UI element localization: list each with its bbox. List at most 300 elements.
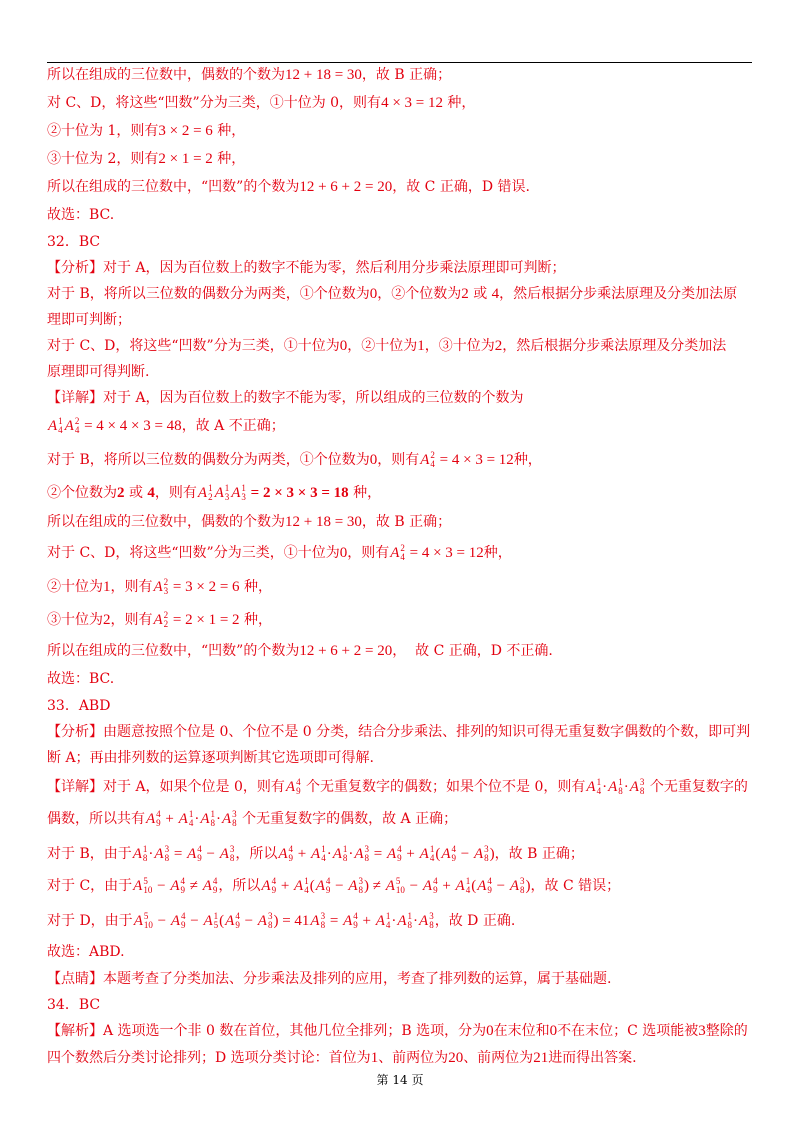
text-line <box>47 967 757 991</box>
permutation-symbol <box>311 842 326 866</box>
text-line <box>47 481 757 505</box>
permutation-subscript: 8 <box>164 853 170 863</box>
permutation-symbol <box>179 807 194 831</box>
line-text: ，故 D 正确. <box>434 913 516 929</box>
permutation-subscript: 3 <box>224 492 230 502</box>
line-text: 种， <box>442 95 476 111</box>
permutation-letter: A <box>310 913 320 929</box>
math-expression: 0 <box>369 452 378 468</box>
permutation-indices <box>433 877 438 895</box>
permutation-letter: A <box>219 846 229 862</box>
math-expression: 0 <box>339 338 348 354</box>
line-text: 【点睛】本题考查了分类加法、分步乘法及排列的应用，考查了排列数的运算，属于基础题. <box>47 971 612 987</box>
permutation-superscript: 3 <box>267 911 273 921</box>
permutation-indices <box>241 484 246 502</box>
permutation-letter: A <box>629 779 639 795</box>
permutation-indices <box>272 877 277 895</box>
math-expression: · <box>148 846 154 862</box>
permutation-letter: A <box>202 878 212 894</box>
permutation-superscript: 3 <box>164 844 170 854</box>
permutation-symbol <box>203 874 218 898</box>
permutation-indices <box>235 912 240 930</box>
permutation-indices <box>210 810 215 828</box>
permutation-indices <box>58 417 63 435</box>
line-text: 对于 B，将所以三位数的偶数分为两类，①个位数为 <box>47 286 370 302</box>
permutation-indices <box>321 845 326 863</box>
math-expression: − <box>186 913 203 929</box>
math-expression: = 2 × 1 = 2 <box>169 612 240 628</box>
line-text: ，则有 <box>347 545 390 561</box>
line-text: ，所以 <box>218 878 261 894</box>
permutation-symbol <box>630 775 645 799</box>
permutation-superscript: 1 <box>618 777 623 787</box>
permutation-superscript: 4 <box>235 911 240 921</box>
permutation-letter: A <box>332 846 342 862</box>
math-expression: 12 + 18 = 30 <box>285 67 362 83</box>
text-line <box>47 1046 757 1070</box>
permutation-symbol <box>222 807 237 831</box>
math-expression: · <box>623 779 629 795</box>
permutation-symbol <box>258 909 273 933</box>
permutation-subscript: 8 <box>358 885 364 895</box>
permutation-symbol <box>477 874 492 898</box>
permutation-symbol <box>187 842 202 866</box>
permutation-symbol <box>419 909 434 933</box>
permutation-indices <box>213 877 218 895</box>
permutation-subscript: 9 <box>180 885 185 895</box>
permutation-indices <box>343 845 348 863</box>
permutation-indices <box>321 912 326 930</box>
permutation-subscript: 9 <box>487 885 492 895</box>
permutation-letter: A <box>422 878 433 894</box>
permutation-subscript: 9 <box>451 853 456 863</box>
permutation-superscript: 2 <box>74 416 80 426</box>
permutation-letter: A <box>608 779 618 795</box>
permutation-symbol <box>608 775 623 799</box>
question-number <box>47 230 757 254</box>
line-text: 断 A；再由排列数的运算逐项判断其它选项即可得解. <box>47 750 375 766</box>
math-expression: 0 <box>549 1023 558 1039</box>
permutation-subscript: 10 <box>143 885 153 895</box>
permutation-symbol <box>348 874 363 898</box>
permutation-indices <box>618 778 623 796</box>
permutation-superscript: 1 <box>596 777 602 787</box>
permutation-symbol <box>215 481 230 505</box>
permutation-superscript: 3 <box>358 876 364 886</box>
text-line <box>47 448 757 472</box>
text-line <box>47 175 757 199</box>
permutation-superscript: 5 <box>395 876 401 886</box>
permutation-symbol <box>154 842 169 866</box>
permutation-indices <box>430 451 435 469</box>
permutation-superscript: 1 <box>429 844 435 854</box>
permutation-symbol <box>397 909 412 933</box>
text-line <box>47 91 757 115</box>
line-text: ，所以 <box>235 846 278 862</box>
math-expression: 20 <box>448 1050 464 1066</box>
permutation-letter: A <box>343 913 353 929</box>
permutation-letter: A <box>385 878 395 894</box>
permutation-symbol <box>456 874 471 898</box>
line-text: ②个位数为 <box>47 485 117 501</box>
permutation-subscript: 10 <box>143 920 153 930</box>
permutation-indices <box>143 877 152 895</box>
permutation-indices <box>289 845 294 863</box>
permutation-letter: A <box>473 846 484 862</box>
permutation-indices <box>208 484 213 502</box>
math-expression: 21 <box>533 1050 549 1066</box>
permutation-letter: A <box>187 846 197 862</box>
math-expression: + <box>161 811 178 827</box>
permutation-superscript: 4 <box>397 844 402 854</box>
permutation-symbol <box>386 874 405 898</box>
permutation-symbol <box>294 874 309 898</box>
permutation-symbol <box>376 909 391 933</box>
permutation-superscript: 3 <box>229 844 235 854</box>
line-text: 不在末位；C 选项能被 <box>557 1023 699 1039</box>
line-text: 原理即可得判断. <box>47 364 150 380</box>
permutation-superscript: 4 <box>325 876 331 886</box>
math-expression: − <box>405 878 422 894</box>
math-expression: ) ≠ <box>364 878 385 894</box>
permutation-symbol <box>154 608 169 632</box>
permutation-symbol <box>48 414 63 438</box>
permutation-subscript: 4 <box>304 885 309 895</box>
text-line <box>47 608 757 632</box>
permutation-indices <box>180 877 185 895</box>
permutation-superscript: 1 <box>224 483 230 493</box>
permutation-superscript: 5 <box>143 911 149 921</box>
permutation-superscript: 4 <box>288 844 294 854</box>
permutation-letter: A <box>48 418 58 434</box>
permutation-subscript: 9 <box>181 920 186 930</box>
text-line <box>47 746 757 770</box>
permutation-superscript: 3 <box>484 844 489 854</box>
permutation-subscript: 3 <box>241 492 246 502</box>
line-text: ，则有 <box>154 485 197 501</box>
permutation-symbol <box>420 448 435 472</box>
permutation-letter: A <box>133 913 143 929</box>
line-text: ，②十位为 <box>347 338 418 354</box>
permutation-letter: A <box>133 878 143 894</box>
permutation-letter: A <box>285 779 296 795</box>
line-text: 【解析】A 选项选一个非 0 数在首位，其他几位全排列；B 选项，分为 <box>47 1023 487 1039</box>
permutation-letter: A <box>257 913 267 929</box>
permutation-subscript: 8 <box>229 853 235 863</box>
permutation-superscript: 4 <box>296 777 301 787</box>
permutation-symbol <box>586 775 601 799</box>
line-text: ③十位为 <box>47 612 103 628</box>
math-expression: = <box>170 846 187 862</box>
line-text: 四个数然后分类讨论排列；D 选项分类讨论：首位为 <box>47 1050 371 1066</box>
permutation-subscript: 9 <box>288 853 294 863</box>
text-line <box>47 510 757 534</box>
line-text: 种， <box>513 452 542 468</box>
permutation-indices <box>214 912 219 930</box>
permutation-indices <box>197 845 202 863</box>
permutation-superscript: 3 <box>639 777 645 787</box>
permutation-indices <box>396 877 405 895</box>
permutation-letter: A <box>261 878 271 894</box>
permutation-symbol <box>423 874 438 898</box>
line-text: 种， <box>212 151 246 167</box>
permutation-symbol <box>441 842 456 866</box>
math-expression: = <box>370 846 386 862</box>
permutation-superscript: 3 <box>232 809 237 819</box>
line-text: 、前两位为 <box>378 1050 449 1066</box>
line-text: 对 C、D，将这些“凹数”分为三类，①十位为 0，则有 <box>47 95 382 111</box>
permutation-symbol <box>510 874 525 898</box>
permutation-symbol <box>231 481 246 505</box>
math-expression: − <box>202 846 219 862</box>
permutation-indices <box>326 877 331 895</box>
permutation-symbol <box>278 842 293 866</box>
line-text: 对于 B，由于 <box>47 846 132 862</box>
permutation-letter: A <box>390 545 400 561</box>
math-expression: 0 <box>339 545 348 561</box>
permutation-superscript: 4 <box>353 911 358 921</box>
permutation-indices <box>429 912 434 930</box>
permutation-letter: A <box>154 846 164 862</box>
permutation-symbol <box>170 874 185 898</box>
line-text: 偶数，所以共有 <box>47 811 145 827</box>
permutation-indices <box>156 810 161 828</box>
permutation-superscript: 1 <box>385 911 391 921</box>
line-text: 【分析】由题意按照个位是 0、个位不是 0 分类，结合分步乘法、排列的知识可得无重复数字偶数的个数，即可判 <box>47 724 751 740</box>
math-expression: − <box>153 878 170 894</box>
line-text: 故选：BC. <box>47 671 115 687</box>
math-expression: · <box>413 913 419 929</box>
math-expression: · <box>215 811 221 827</box>
permutation-superscript: 2 <box>163 577 169 587</box>
permutation-symbol <box>154 575 169 599</box>
permutation-indices <box>181 912 186 930</box>
math-expression: · <box>391 913 397 929</box>
permutation-letter: A <box>170 913 180 929</box>
permutation-superscript: 1 <box>241 483 246 493</box>
permutation-letter: A <box>214 485 224 501</box>
math-expression: 2 × 1 = 2 <box>158 151 213 167</box>
text-line <box>47 940 757 964</box>
line-text: ，故 C 正确，D 错误. <box>392 179 530 195</box>
permutation-indices <box>397 845 402 863</box>
line-text: ，然后根据分步乘法原理及分类加法 <box>502 338 727 354</box>
line-text: 、前两位为 <box>463 1050 534 1066</box>
math-expression: ) <box>525 878 531 894</box>
permutation-symbol <box>198 481 213 505</box>
permutation-letter: A <box>294 878 304 894</box>
permutation-superscript: 4 <box>487 876 492 886</box>
permutation-indices <box>144 912 153 930</box>
permutation-symbol <box>220 842 235 866</box>
permutation-symbol <box>171 909 186 933</box>
math-expression: ) <box>489 846 495 862</box>
permutation-indices <box>164 578 169 596</box>
text-line <box>47 667 757 691</box>
permutation-letter: A <box>509 878 520 894</box>
permutation-letter: A <box>221 811 232 827</box>
permutation-indices <box>400 544 405 562</box>
permutation-subscript: 4 <box>188 818 194 828</box>
permutation-subscript: 8 <box>639 786 645 796</box>
line-text: 所以在组成的三位数中，“凹数”的个数为 <box>47 643 300 659</box>
text-line <box>47 909 757 933</box>
math-expression: 2 <box>494 338 503 354</box>
text-line <box>47 308 757 332</box>
math-expression: 12 + 6 + 2 = 20 <box>299 179 393 195</box>
line-text: ，故 B 正确； <box>494 846 584 862</box>
permutation-subscript: 8 <box>267 920 273 930</box>
text-line <box>47 147 757 171</box>
permutation-superscript: 4 <box>433 876 438 886</box>
question-number <box>47 694 757 718</box>
line-text: 个无重复数字的偶数，故 A 正确； <box>237 811 458 827</box>
permutation-superscript: 4 <box>181 911 186 921</box>
permutation-subscript: 10 <box>395 885 405 895</box>
permutation-subscript: 8 <box>342 853 348 863</box>
permutation-letter: A <box>197 485 208 501</box>
line-text: 理即可判断； <box>47 312 131 328</box>
permutation-subscript: 4 <box>596 786 602 796</box>
permutation-indices <box>75 417 80 435</box>
permutation-superscript: 3 <box>429 911 434 921</box>
permutation-letter: A <box>311 846 321 862</box>
permutation-indices <box>430 845 435 863</box>
text-line <box>47 334 757 358</box>
permutation-letter: A <box>348 878 358 894</box>
line-text: 种， <box>348 485 382 501</box>
permutation-letter: A <box>441 846 451 862</box>
math-expression: 0 <box>369 286 378 302</box>
math-expression: 2 <box>103 612 111 628</box>
permutation-symbol <box>133 842 148 866</box>
permutation-subscript: 9 <box>271 885 277 895</box>
permutation-subscript: 9 <box>397 853 402 863</box>
permutation-superscript: 1 <box>213 911 219 921</box>
permutation-indices <box>296 778 301 796</box>
line-text: ，②个位数为 <box>377 286 462 302</box>
line-text: 【详解】对于 A，如果个位是 0，则有 <box>47 779 285 795</box>
permutation-symbol <box>134 909 153 933</box>
permutation-letter: A <box>354 846 364 862</box>
permutation-letter: A <box>586 779 596 795</box>
permutation-superscript: 2 <box>430 450 435 460</box>
math-expression: ( <box>219 913 225 929</box>
permutation-symbol <box>354 842 369 866</box>
math-expression: + <box>277 878 294 894</box>
permutation-superscript: 3 <box>520 876 525 886</box>
permutation-letter: A <box>315 878 325 894</box>
math-expression: + <box>402 846 419 862</box>
permutation-letter: A <box>178 811 188 827</box>
permutation-letter: A <box>170 878 180 894</box>
permutation-symbol <box>225 909 240 933</box>
permutation-letter: A <box>153 612 163 628</box>
text-line <box>47 720 757 744</box>
text-line <box>47 807 757 831</box>
math-expression: 12 + 18 = 30 <box>285 514 362 530</box>
line-text: 或 <box>468 286 492 302</box>
permutation-subscript: 8 <box>407 920 413 930</box>
math-expression: · <box>602 779 608 795</box>
permutation-superscript: 3 <box>320 911 326 921</box>
permutation-letter: A <box>225 913 235 929</box>
permutation-letter: A <box>203 913 213 929</box>
permutation-subscript: 8 <box>320 920 326 930</box>
permutation-subscript: 8 <box>618 786 623 796</box>
permutation-subscript: 8 <box>364 853 370 863</box>
math-expression: = <box>326 913 343 929</box>
permutation-subscript: 9 <box>325 885 331 895</box>
text-line <box>47 639 757 663</box>
math-expression-bold: = 2 × 3 × 3 = 18 <box>246 485 349 501</box>
permutation-letter: A <box>387 846 397 862</box>
line-text: ②十位为 1，则有 <box>47 123 159 139</box>
permutation-superscript: 4 <box>451 844 456 854</box>
math-expression: 12 + 6 + 2 = 20 <box>299 643 393 659</box>
line-text: 【详解】对于 A，因为百位数上的数字不能为零，所以组成的三位数的个数为 <box>47 390 524 406</box>
permutation-indices <box>165 845 170 863</box>
permutation-symbol <box>203 909 218 933</box>
line-text: ②十位为 <box>47 579 103 595</box>
permutation-subscript: 9 <box>156 818 161 828</box>
line-text: 个无重复数字的偶数；如果个位不是 0，则有 <box>301 779 586 795</box>
permutation-indices <box>164 611 169 629</box>
math-expression: 4 <box>491 286 500 302</box>
line-text: 种， <box>239 612 273 628</box>
permutation-symbol <box>200 807 215 831</box>
permutation-subscript: 4 <box>430 459 435 469</box>
math-expression: · <box>348 846 354 862</box>
permutation-superscript: 4 <box>180 876 185 886</box>
permutation-subscript: 9 <box>296 786 301 796</box>
math-expression: · <box>194 811 200 827</box>
math-expression: ( <box>309 878 315 894</box>
permutation-indices <box>466 877 471 895</box>
permutation-superscript: 2 <box>163 610 169 620</box>
permutation-letter: A <box>278 846 288 862</box>
text-line <box>47 256 757 280</box>
permutation-indices <box>268 912 273 930</box>
permutation-superscript: 1 <box>465 876 471 886</box>
math-expression: 2 <box>461 286 469 302</box>
math-expression: − <box>456 846 473 862</box>
permutation-superscript: 1 <box>342 844 348 854</box>
permutation-superscript: 1 <box>188 809 194 819</box>
permutation-subscript: 5 <box>213 920 219 930</box>
line-text: 在末位和 <box>493 1023 550 1039</box>
permutation-subscript: 9 <box>353 920 358 930</box>
line-text: 个无重复数字的 <box>645 779 748 795</box>
text-line <box>47 1019 757 1043</box>
permutation-subscript: 2 <box>208 492 213 502</box>
math-expression: + <box>294 846 311 862</box>
permutation-letter: A <box>146 811 156 827</box>
permutation-superscript: 4 <box>212 876 218 886</box>
permutation-letter: A <box>64 418 74 434</box>
permutation-subscript: 9 <box>235 920 240 930</box>
text-line <box>47 874 757 898</box>
math-expression: ) = 41 <box>273 913 310 929</box>
line-text: ，则有 <box>110 612 153 628</box>
permutation-subscript: 8 <box>142 853 148 863</box>
permutation-indices <box>487 877 492 895</box>
permutation-superscript: 1 <box>58 416 63 426</box>
line-text: ，则有 <box>110 579 153 595</box>
line-text: 种， <box>212 123 246 139</box>
text-line <box>47 282 757 306</box>
permutation-subscript: 9 <box>433 885 438 895</box>
